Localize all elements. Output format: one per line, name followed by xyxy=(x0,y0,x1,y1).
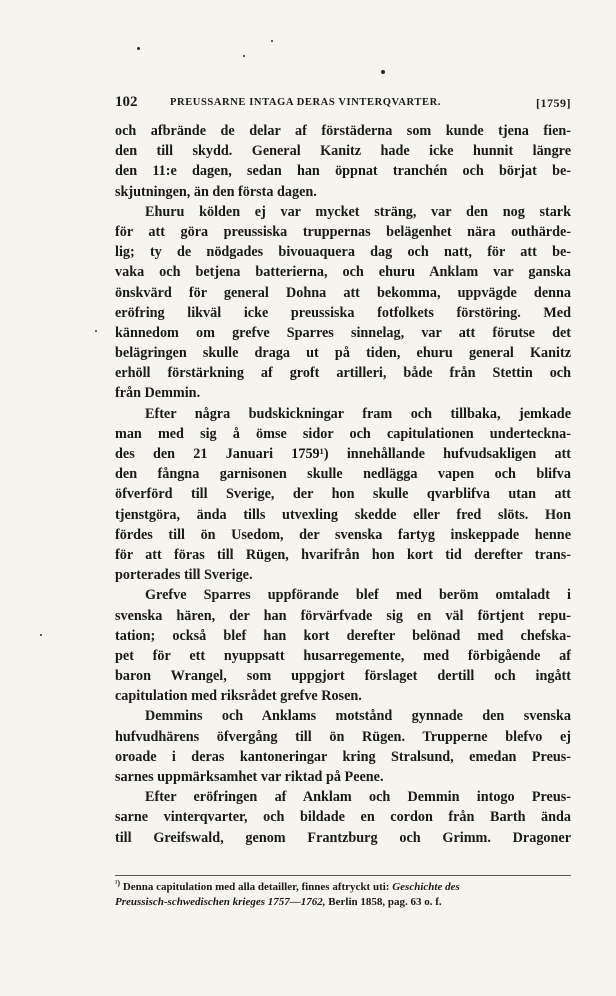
text-line: för att göra preussiska truppernas belägenhet nära outhärde- xyxy=(115,223,571,240)
print-speck xyxy=(243,55,245,57)
footnote-line-2 xyxy=(115,895,571,910)
footnote-work-title: Geschichte des xyxy=(392,881,460,893)
footnote-line-1 xyxy=(115,880,571,895)
running-title: PREUSSARNE INTAGA DERAS VINTERQVARTER. xyxy=(170,97,441,108)
text-line: fördes till ön Usedom, der svenska fartyg inskeppade henne xyxy=(115,526,571,543)
text-line: Efter eröfringen af Anklam och Demmin intogo Preus- xyxy=(145,789,571,806)
text-line: sarne vinterqvarter, och bildade en cordon från Barth ända xyxy=(115,809,571,826)
text-line: Grefve Sparres uppförande blef med beröm omtaladt i xyxy=(145,587,571,604)
text-line: oroade i deras kantoneringar kring Stralsund, emedan Preus- xyxy=(115,748,571,765)
text-line: hufvudhärens öfvergång till ön Rügen. Trupperne blefvo ej xyxy=(115,728,571,745)
footnote xyxy=(115,880,571,909)
text-line: eröfring likväl icke preussiska fotfolkets förstöring. Med xyxy=(115,304,571,321)
text-line: för att föras till Rügen, hvarifrån hon kort tid derefter trans- xyxy=(115,546,571,563)
footnote-rule xyxy=(115,875,571,876)
print-speck xyxy=(381,70,385,74)
footnote-marker: ¹) xyxy=(115,878,121,888)
footnote-publication: Berlin 1858, pag. 63 o. f. xyxy=(328,895,442,908)
text-line: önskvärd för general Dohna att bekomma, uppvägde denna xyxy=(115,284,571,301)
text-line: tation; också blef han kort derefter belönad med chefska- xyxy=(115,627,571,644)
text-line: svenska hären, der han förvärfvade sig en väl förtjent repu- xyxy=(115,607,571,624)
text-line: capitulation med riksrådet grefve Rosen. xyxy=(115,688,362,705)
page-number: 102 xyxy=(115,94,138,110)
print-speck xyxy=(95,330,97,332)
text-line: den fångna garnisonen skulle nedlägga vapen och blifva xyxy=(115,466,571,483)
text-line: skjutningen, än den första dagen. xyxy=(115,183,317,200)
text-line: öfverförd till Sverige, der hon skulle qvarblifva utan att xyxy=(115,486,571,503)
text-line: och afbrände de delar af förstäderna som kunde tjena fien- xyxy=(115,123,571,139)
text-line: tjenstgöra, ända tills utvexling skedde eller fred slöts. Hon xyxy=(115,506,571,523)
text-line: den till skydd. General Kanitz hade icke hunnit längre xyxy=(115,143,571,160)
text-line: erhöll förstärkning af groft artilleri, både från Stettin och xyxy=(115,365,571,382)
text-line: från Demmin. xyxy=(115,385,201,402)
text-line: porterades till Sverige. xyxy=(115,567,253,584)
text-line: Demmins och Anklams motstånd gynnade den svenska xyxy=(145,708,571,725)
text-line: Ehuru kölden ej var mycket sträng, var den nog stark xyxy=(145,203,571,220)
body-text xyxy=(115,121,571,848)
text-line: sarnes uppmärksamhet var riktad på Peene. xyxy=(115,769,384,785)
header-year: [1759] xyxy=(536,96,571,110)
footnote-text: Denna capitulation med alla detailler, finnes aftryckt uti: xyxy=(122,881,390,893)
text-line: till Greifswald, genom Frantzburg och Grimm. Dragoner xyxy=(115,829,571,846)
text-line: vaka och betjena batterierna, och ehuru Anklam var ganska xyxy=(115,264,571,281)
text-line: lig; ty de nödgades bivouaquera dag och natt, för att be- xyxy=(115,244,571,261)
running-header xyxy=(115,94,571,112)
text-line: den 11:e dagen, sedan han öppnat tranchén och börjat be- xyxy=(115,163,571,180)
text-line: des den 21 Januari 1759¹) innehållande hufvudsakligen att xyxy=(115,446,571,462)
text-line: Efter några budskickningar fram och tillbaka, jemkade xyxy=(145,405,571,422)
print-speck xyxy=(137,47,140,50)
text-line: pet för ett nyuppsatt husarregemente, med förbigående af xyxy=(115,647,571,664)
print-speck xyxy=(271,40,273,42)
text-line: belägringen skulle draga ut på tiden, ehuru general Kanitz xyxy=(115,345,571,362)
print-speck xyxy=(40,634,42,636)
text-line: baron Wrangel, som uppgjort förslaget dertill och ingått xyxy=(115,668,571,685)
text-line: man med sig å ömse sidor och capitulationen underteckna- xyxy=(115,425,571,442)
text-line: kännedom om grefve Sparres sinnelag, var att förutse det xyxy=(115,324,571,341)
footnote-work-title-cont: Preussisch-schwedischen krieges 1757—1762, xyxy=(115,895,326,908)
